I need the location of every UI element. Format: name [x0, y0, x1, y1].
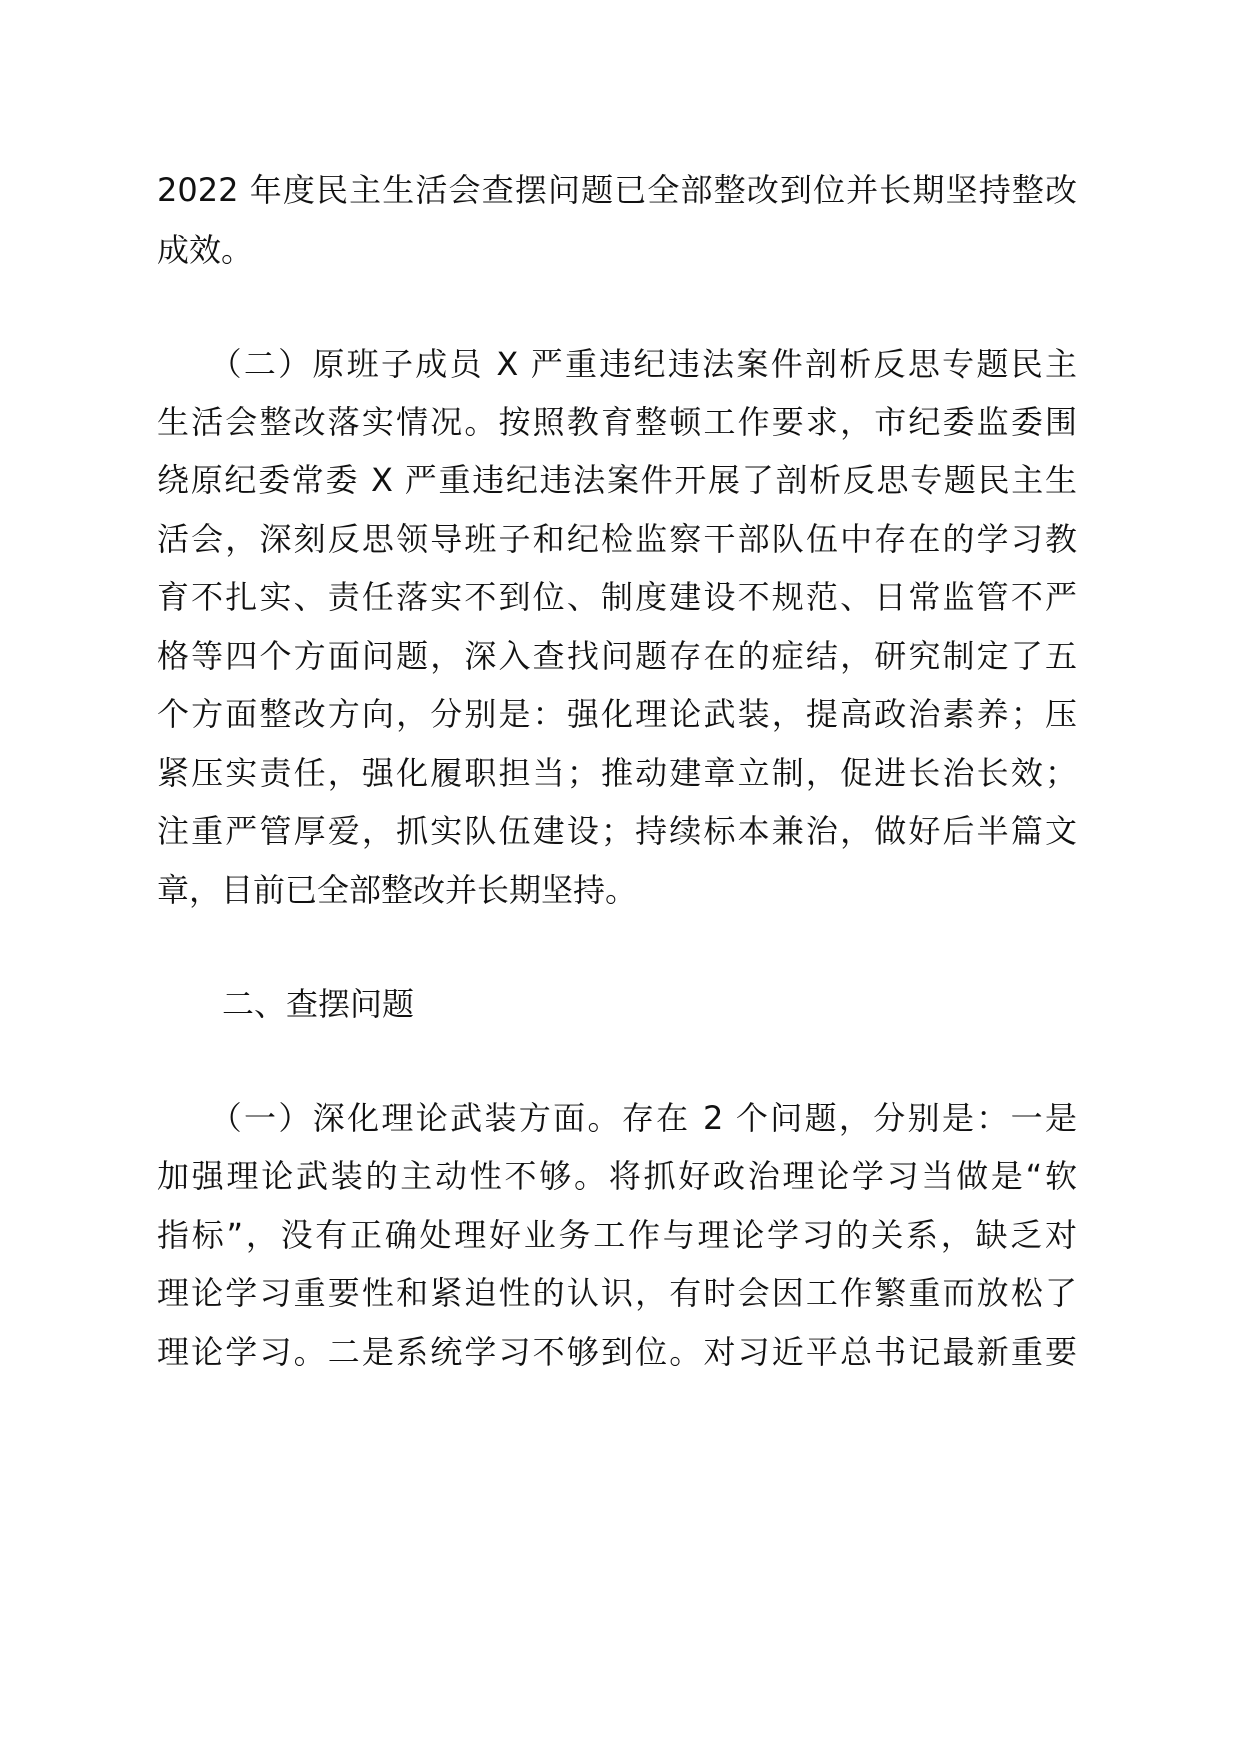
paragraph-line: 紧压实责任，强化履职担当；推动建章立制，促进长治长效；	[157, 754, 1077, 792]
paragraph-line: 理论学习重要性和紧迫性的认识，有时会因工作繁重而放松了	[157, 1274, 1077, 1312]
paragraph-line: 活会，深刻反思领导班子和纪检监察干部队伍中存在的学习教	[157, 520, 1077, 558]
paragraph-line: （一）深化理论武装方面。存在 2 个问题，分别是：一是	[157, 1099, 1077, 1137]
paragraph-line: 理论学习。二是系统学习不够到位。对习近平总书记最新重要	[157, 1333, 1077, 1371]
paragraph-line: 2022 年度民主生活会查摆问题已全部整改到位并长期坚持整改	[157, 171, 1077, 209]
paragraph-line: 个方面整改方向，分别是：强化理论武装，提高政治素养；压	[157, 695, 1077, 733]
paragraph-line: （二）原班子成员 X 严重违纪违法案件剖析反思专题民主	[157, 345, 1077, 383]
paragraph-line: 指标”，没有正确处理好业务工作与理论学习的关系，缺乏对	[157, 1216, 1077, 1254]
paragraph-line: 生活会整改落实情况。按照教育整顿工作要求，市纪委监委围	[157, 403, 1077, 441]
paragraph-line: 格等四个方面问题，深入查找问题存在的症结，研究制定了五	[157, 637, 1077, 675]
paragraph-line: 加强理论武装的主动性不够。将抓好政治理论学习当做是“软	[157, 1157, 1077, 1195]
paragraph-line: 绕原纪委常委 X 严重违纪违法案件开展了剖析反思专题民主生	[157, 461, 1077, 499]
section-heading: 二、查摆问题	[222, 985, 415, 1023]
paragraph-line: 章，目前已全部整改并长期坚持。	[157, 871, 638, 909]
paragraph-line: 注重严管厚爱，抓实队伍建设；持续标本兼治，做好后半篇文	[157, 812, 1077, 850]
paragraph-line: 成效。	[157, 231, 254, 269]
paragraph-line: 育不扎实、责任落实不到位、制度建设不规范、日常监管不严	[157, 578, 1077, 616]
